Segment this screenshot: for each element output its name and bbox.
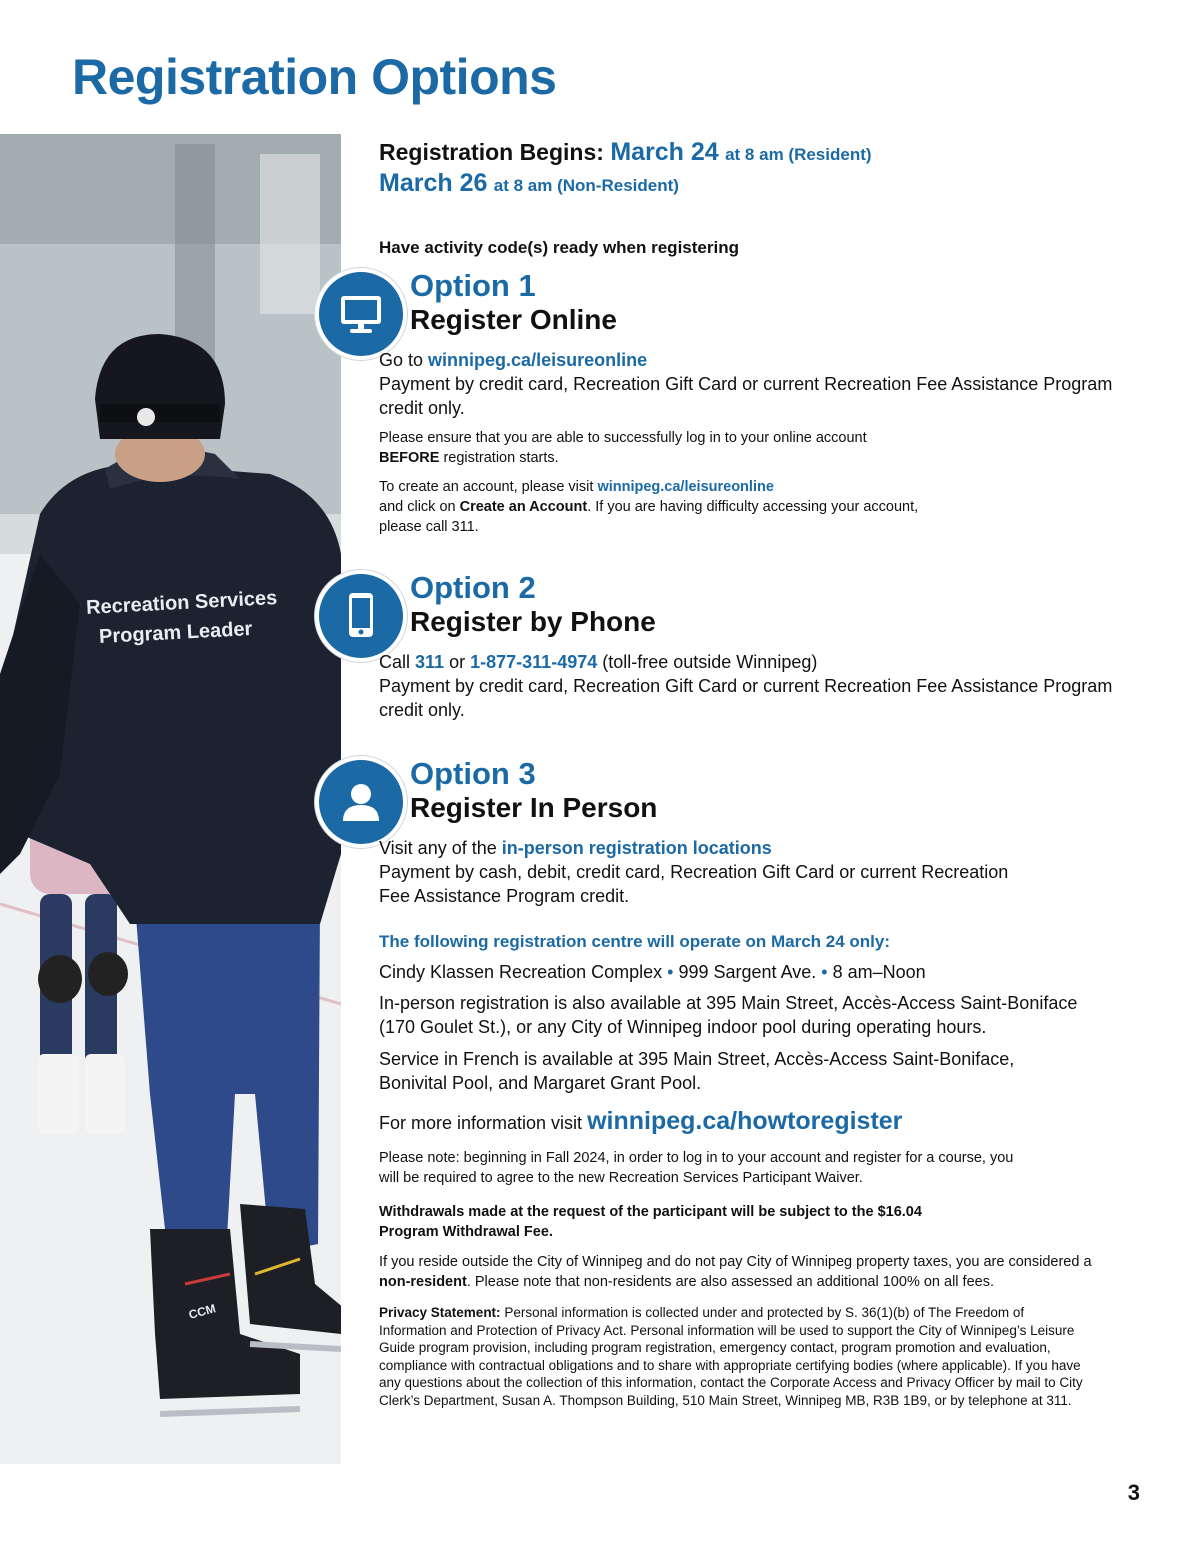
privacy-text: Personal information is collected under and protected by S. 36(1)(b) of The Freedom of Information and Protection of Privacy Act. Personal information will be used to support the City of Winnipeg’s Leisure Guide program provision, including program registration, emergency contact, program promotion and evaluation, compliance with contractual obligations and to share with appropriate certifying bodies (where applicable). If you have any questions about the collection of this information, contact the Corporate Access and Privacy Officer by mail to City Clerk’s Department, Susan A. Thompson Building, 510 Main Street, Winnipeg MB, R3B 1B9, or by telephone at 311. <box>379 1305 1083 1408</box>
option-2-payment: Payment by credit card, Recreation Gift Card or current Recreation Fee Assistance Program credit only. <box>379 676 1113 720</box>
registration-dates <box>379 138 1139 200</box>
registration-starts-text: registration starts. <box>443 450 559 466</box>
before-text: BEFORE <box>379 450 440 466</box>
privacy-label: Privacy Statement: <box>379 1305 501 1320</box>
hero-photo <box>0 134 341 1464</box>
login-ensure-text: Please ensure that you are able to successfully log in to your online account <box>379 430 867 446</box>
nonresident-date: March 26 <box>379 169 488 197</box>
howtoregister-link[interactable]: winnipeg.ca/howtoregister <box>587 1107 903 1135</box>
waiver-note: Please note: beginning in Fall 2024, in order to log in to your account and register for a course, you will be required to agree to the new Recreation Services Participant Waiver. <box>379 1150 1014 1186</box>
jacket-text-line2: Program Leader <box>98 618 253 649</box>
phone-311-link[interactable]: 311 <box>415 652 445 672</box>
page-number: 3 <box>1127 1480 1140 1505</box>
goto-prefix: Go to <box>379 350 424 370</box>
centre-details <box>379 962 1124 983</box>
option-1-number: Option 1 <box>410 268 536 303</box>
nonresident-bold: non-resident <box>379 1274 467 1290</box>
in-person-locations-link[interactable]: in-person registration locations <box>501 838 772 858</box>
more-info-prefix: For more information visit <box>379 1113 583 1133</box>
nonresident-rest: . Please note that non-residents are also assessed an additional 100% on all fees. <box>466 1274 994 1290</box>
centre-address: 999 Sargent Ave. <box>678 962 817 982</box>
page-title: Registration Options <box>72 49 557 105</box>
option-3-title: Register In Person <box>410 792 658 823</box>
or-text: or <box>449 652 466 672</box>
centre-name: Cindy Klassen Recreation Complex <box>379 962 663 982</box>
separator-dot: • <box>821 962 828 982</box>
resident-date: March 24 <box>610 138 719 166</box>
french-service-note: Service in French is available at 395 Main Street, Accès-Access Saint-Boniface, Bonivital Pool, and Margaret Grant Pool. <box>379 1049 1015 1093</box>
tollfree-phone-link[interactable]: 1-877-311-4974 <box>470 652 598 672</box>
visit-prefix: Visit any of the <box>379 838 497 858</box>
option-3-payment: Payment by cash, debit, credit card, Recreation Gift Card or current Recreation Fee Assistance Program credit. <box>379 862 1009 906</box>
call-prefix: Call <box>379 652 411 672</box>
option-2-number: Option 2 <box>410 570 536 605</box>
option-3-number: Option 3 <box>410 756 536 791</box>
centre-hours: 8 am–Noon <box>832 962 926 982</box>
click-on-text: and click on <box>379 499 456 515</box>
nonresident-time: at 8 am (Non-Resident) <box>493 176 679 195</box>
jacket-text-line1: Recreation Services <box>85 587 278 619</box>
create-account-label: Create an Account <box>459 499 588 515</box>
create-account-prefix: To create an account, please visit <box>379 479 594 495</box>
separator-dot: • <box>667 962 674 982</box>
withdrawal-note: Withdrawals made at the request of the participant will be subject to the $16.04 Program Withdrawal Fee. <box>379 1204 922 1240</box>
option-2-title: Register by Phone <box>410 606 656 637</box>
option-1-title: Register Online <box>410 304 617 335</box>
centre-heading: The following registration centre will operate on March 24 only: <box>379 932 891 951</box>
nonresident-text: If you reside outside the City of Winnipeg and do not pay City of Winnipeg property taxes, you are considered a <box>379 1254 1092 1270</box>
inperson-note: In-person registration is also available at 395 Main Street, Accès-Access Saint-Boniface (170 Goulet St.), or any City of Winnipeg indoor pool during operating hours. <box>379 993 1078 1037</box>
registration-label: Registration Begins: <box>379 139 604 165</box>
call-311-text: please call 311. <box>379 519 479 535</box>
difficulty-text: . If you are having difficulty accessing your account, <box>587 499 919 515</box>
mobile-phone-icon <box>315 570 407 662</box>
resident-time: at 8 am (Resident) <box>725 145 872 164</box>
person-icon <box>315 756 407 848</box>
create-account-link[interactable]: winnipeg.ca/leisureonline <box>597 479 774 495</box>
option-1-payment: Payment by credit card, Recreation Gift Card or current Recreation Fee Assistance Program credit only. <box>379 374 1113 418</box>
activity-code-note: Have activity code(s) ready when registering <box>379 238 739 257</box>
leisureonline-link[interactable]: winnipeg.ca/leisureonline <box>428 350 648 370</box>
tollfree-note: (toll-free outside Winnipeg) <box>602 652 818 672</box>
computer-monitor-icon <box>315 268 407 360</box>
skate-brand-text: CCM <box>187 1301 218 1322</box>
